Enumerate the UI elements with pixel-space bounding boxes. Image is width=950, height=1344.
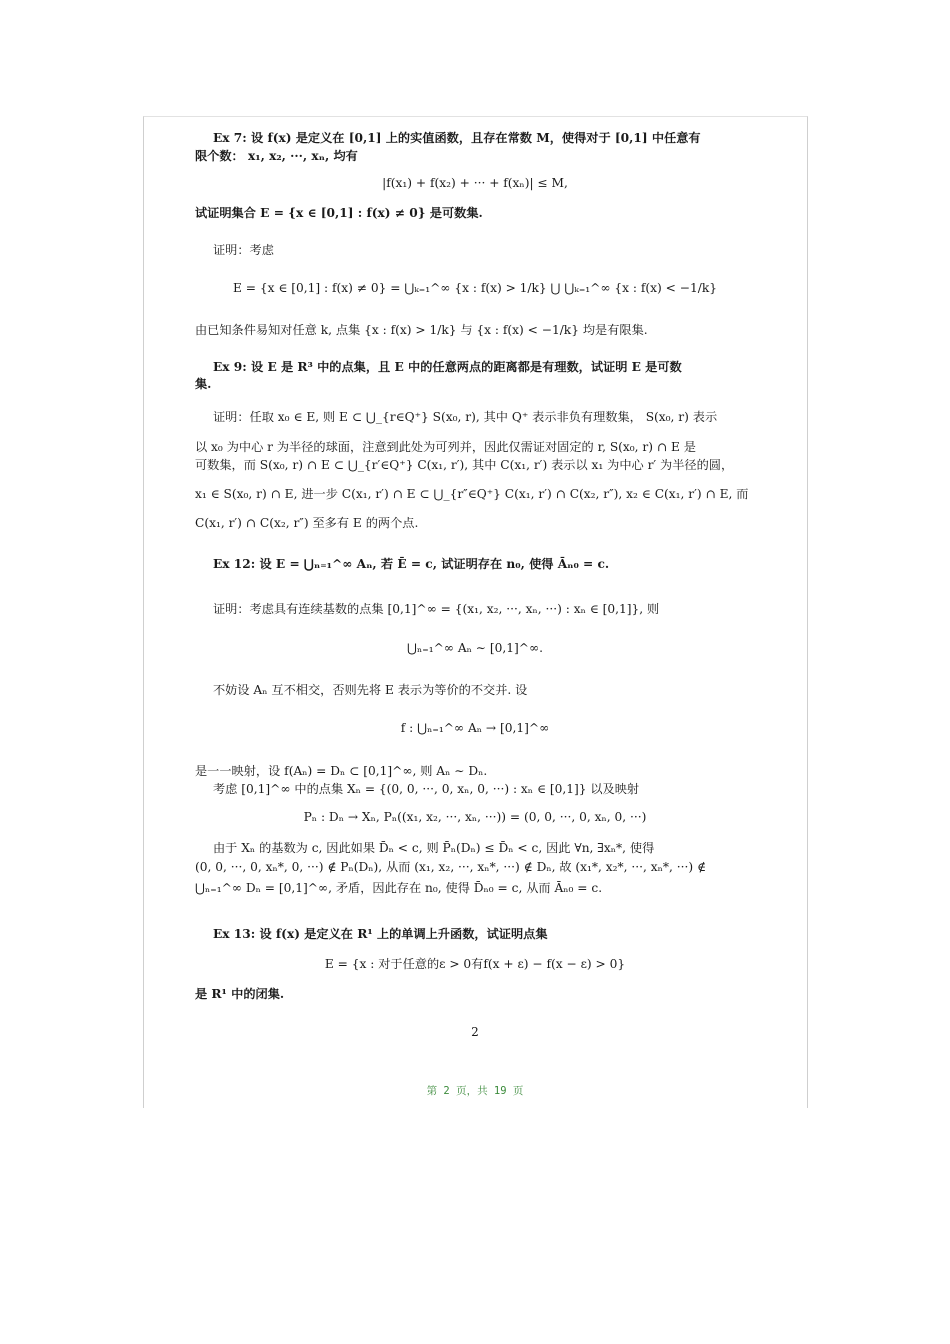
ex12-equation-2: f : ⋃ₙ₌₁^∞ Aₙ → [0,1]^∞: [400, 721, 550, 735]
ex7-claim: 试证明集合 E = {x ∈ [0,1] : f(x) ≠ 0} 是可数集.: [195, 206, 483, 220]
page-footer: 第 2 页，共 19 页: [426, 1085, 524, 1097]
page-number: 2: [471, 1025, 479, 1039]
ex12-proof-line-5: 由于 Xₙ 的基数为 c, 因此如果 D̄ₙ < c, 则 P̄ₙ(Dₙ) ≤ D̄ₙ < c, 因此 ∀n, ∃xₙ*, 使得: [213, 841, 655, 855]
ex9-heading-cont: 集.: [195, 377, 212, 391]
ex7-proof-start: 证明：考虑: [213, 243, 274, 257]
ex9-proof-line-3: 可数集，而 S(x₀, r) ∩ E ⊂ ⋃_{r′∈Q⁺} C(x₁, r′), 其中 C(x₁, r′) 表示以 x₁ 为中心 r′ 为半径的圆，: [195, 458, 734, 472]
ex12-proof-line-6: (0, 0, ···, 0, xₙ*, 0, ···) ∉ Pₙ(Dₙ), 从而 (x₁, x₂, ···, xₙ*, ···) ∉ Dₙ, 故 (x₁*, x₂*, ···, xₙ*, ···) ∉: [195, 860, 707, 874]
ex9-proof-line-5: C(x₁, r′) ∩ C(x₂, r″) 至多有 E 的两个点.: [195, 516, 419, 530]
ex12-proof-line-3: 是一一映射，设 f(Aₙ) = Dₙ ⊂ [0,1]^∞, 则 Aₙ ∼ Dₙ.: [195, 764, 488, 778]
ex13-equation: E = {x : 对于任意的ε > 0有f(x + ε) − f(x − ε) > 0}: [324, 957, 626, 971]
ex12-proof-line-2: 不妨设 Aₙ 互不相交，否则先将 E 表示为等价的不交并. 设: [213, 683, 528, 697]
ex7-equation: |f(x₁) + f(x₂) + ··· + f(xₙ)| ≤ M,: [382, 176, 568, 190]
ex12-equation-3: Pₙ : Dₙ → Xₙ, Pₙ((x₁, x₂, ···, xₙ, ···)) = (0, 0, ···, 0, xₙ, 0, ···): [303, 810, 647, 824]
ex7-heading: Ex 7: 设 f(x) 是定义在 [0,1] 上的实值函数，且存在常数 M，使得对于 [0,1] 中任意有: [213, 131, 701, 145]
ex12-proof-line-1: 证明：考虑具有连续基数的点集 [0,1]^∞ = {(x₁, x₂, ···, xₙ, ···) : xₙ ∈ [0,1]}, 则: [213, 602, 660, 616]
ex9-proof-line-1: 证明：任取 x₀ ∈ E, 则 E ⊂ ⋃_{r∈Q⁺} S(x₀, r), 其中 Q⁺ 表示非负有理数集， S(x₀, r) 表示: [213, 410, 718, 424]
ex12-heading: Ex 12: 设 E = ⋃ₙ₌₁^∞ Aₙ, 若 Ē = c, 试证明存在 n₀, 使得 Āₙ₀ = c.: [213, 557, 610, 571]
ex9-proof-line-4: x₁ ∈ S(x₀, r) ∩ E, 进一步 C(x₁, r′) ∩ E ⊂ ⋃_{r″∈Q⁺} C(x₁, r′) ∩ C(x₂, r″), x₂ ∈ C(x₁, r′) ∩ E, 而: [195, 487, 749, 501]
ex7-equation-2: E = {x ∈ [0,1] : f(x) ≠ 0} = ⋃ₖ₌₁^∞ {x : f(x) > 1/k} ⋃ ⋃ₖ₌₁^∞ {x : f(x) < −1/k}: [233, 281, 717, 295]
ex9-proof-line-2: 以 x₀ 为中心 r 为半径的球面，注意到此处为可列并，因此仅需证对固定的 r, S(x₀, r) ∩ E 是: [195, 440, 696, 454]
ex12-proof-line-4: 考虑 [0,1]^∞ 中的点集 Xₙ = {(0, 0, ···, 0, xₙ, 0, ···) : xₙ ∈ [0,1]} 以及映射: [213, 782, 640, 796]
ex13-claim: 是 R¹ 中的闭集.: [195, 987, 285, 1001]
ex12-equation-1: ⋃ₙ₌₁^∞ Aₙ ∼ [0,1]^∞.: [407, 641, 543, 655]
ex9-heading: Ex 9: 设 E 是 R³ 中的点集，且 E 中的任意两点的距离都是有理数，试证明 E 是可数: [213, 360, 682, 374]
ex12-proof-line-7: ⋃ₙ₌₁^∞ Dₙ = [0,1]^∞, 矛盾，因此存在 n₀, 使得 D̄ₙ₀ = c, 从而 Āₙ₀ = c.: [195, 881, 603, 895]
ex7-proof-end: 由已知条件易知对任意 k, 点集 {x : f(x) > 1/k} 与 {x : f(x) < −1/k} 均是有限集.: [195, 323, 648, 337]
ex13-heading: Ex 13: 设 f(x) 是定义在 R¹ 上的单调上升函数，试证明点集: [213, 927, 548, 941]
ex7-heading-cont: 限个数： x₁, x₂, ···, xₙ, 均有: [195, 149, 358, 163]
